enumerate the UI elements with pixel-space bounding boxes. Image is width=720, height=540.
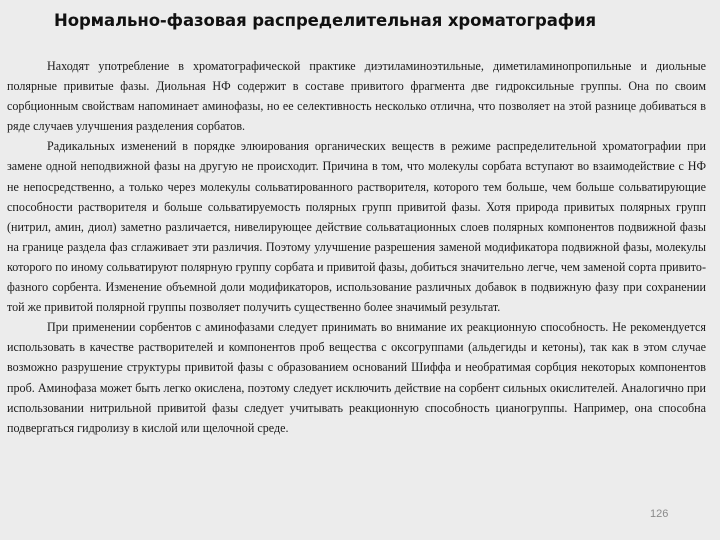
paragraph-2: Радикальных изменений в порядке элюирования органических веществ в режиме распределительной хроматографии при замене одной неподвижной фазы на другую не происходит. Причина в том, что молекулы сорбата вступают во взаимодействие с НФ не непосредственно, а только через молекулы сольватированного растворителя, которого тем больше, чем больше сольватирующие способности растворителя и больше сольватируемость полярных групп привитой фазы. Хотя природа привитых полярных групп (нитрил, амин, диол) заметно различается, нивелирующее действие сольватационных слоев полярных компонентов подвижной фазы на границе раздела фаз сглаживает эти различия. Поэтому улучшение разрешения заменой модификатора подвижной фазы, молекулы которого по иному сольватируют полярную группу сорбата и привитой фазы, добиться значительно легче, чем заменой сорта привито-фазного сорбента. Изменение объемной доли модификаторов, использование различных добавок в подвижную фазу при сохранении той же привитой полярной группы позволяет получить существенно более значимый результат.: [7, 139, 706, 315]
paragraph-1: Находят употребление в хроматографической практике диэтиламиноэтильные, диметиламинопропильные и диольные полярные привитые фазы. Диольная НФ содержит в составе привитого фрагмента две гидроксильные группы. Она по своим сорбционным свойствам напоминает аминофазы, но ее селективность несколько отлична, что позволяет на этой разнице добиваться в ряде случаев улучшения разделения сорбатов.: [7, 59, 706, 134]
page-number: 126: [650, 508, 669, 520]
slide-body: [7, 56, 706, 438]
paragraph-3: При применении сорбентов с аминофазами следует принимать во внимание их реакционную способность. Не рекомендуется использовать в качестве растворителей и компонентов проб вещества с оксогруппами (альдегиды и кетоны), так как в этом случае возможно разрушение структуры привитой фазы с образованием оснований Шиффа и необратимая сорбция некоторых компонентов проб. Аминофаза может быть легко окислена, поэтому следует исключить действие на сорбент сильных окислителей. Аналогично при использовании нитрильной привитой фазы следует учитывать реакционную способность цианогруппы. Например, она способна подвергаться гидролизу в кислой или щелочной среде.: [7, 320, 706, 435]
slide-title: Нормально-фазовая распределительная хроматография: [54, 11, 596, 30]
